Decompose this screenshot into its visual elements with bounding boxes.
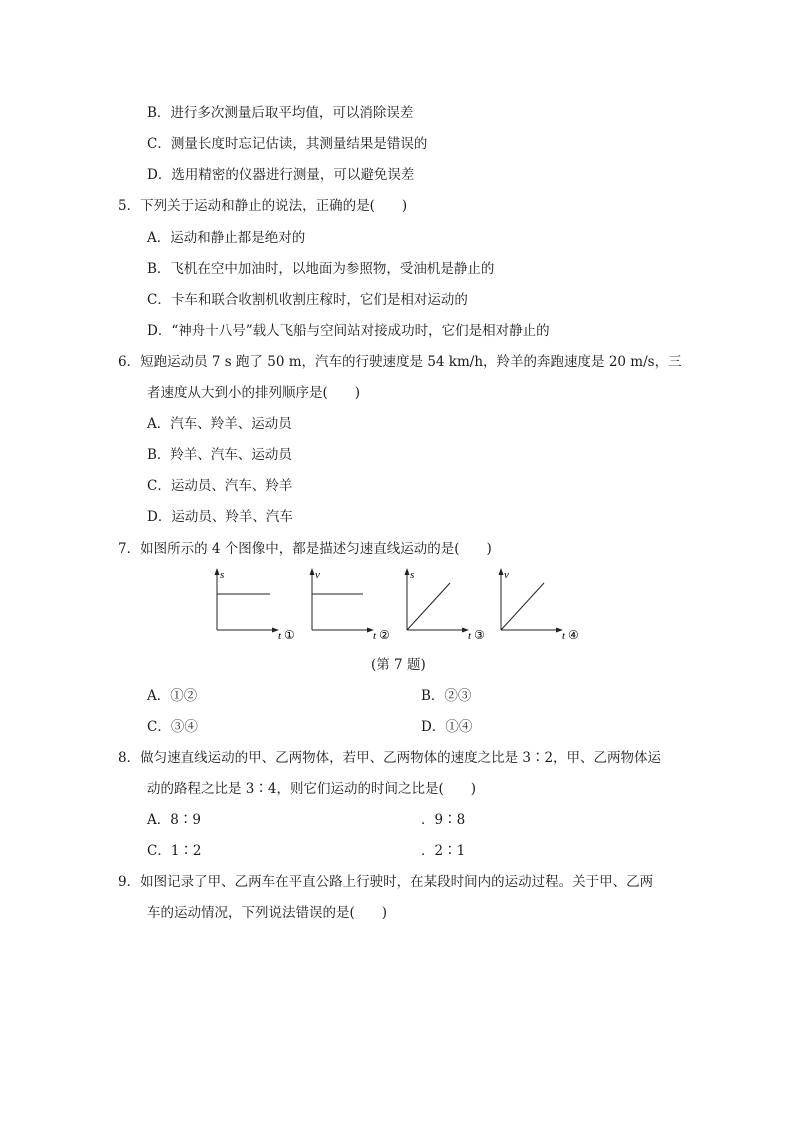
q5-option-d: D．“神舟十八号”载人飞船与空间站对接成功时，它们是相对静止的 <box>147 323 550 339</box>
q9-stem-line2: 车的运动情况，下列说法错误的是( ) <box>147 905 388 921</box>
y-axis-arrow-icon <box>215 568 220 575</box>
graph-2 <box>303 566 403 642</box>
q5-stem: 5．下列关于运动和静止的说法，正确的是( ) <box>118 198 408 214</box>
y-axis-arrow-icon <box>499 568 504 575</box>
q8-option-a: A．8∶9 <box>147 812 201 828</box>
graph-number: ④ <box>568 628 579 642</box>
q4-option-c: C．测量长度时忘记估读，其测量结果是错误的 <box>147 136 428 152</box>
q8-option-c: C．1∶2 <box>147 843 202 859</box>
x-axis-label: t <box>468 630 472 642</box>
q5-option-c: C．卡车和联合收割机收割庄稼时，它们是相对运动的 <box>147 292 468 308</box>
graph-4 <box>492 566 592 642</box>
q8-option-b: ．9∶8 <box>421 812 466 828</box>
graph-line <box>501 583 544 630</box>
q8-stem-line2: 动的路程之比是 3∶4，则它们运动的时间之比是( ) <box>147 781 477 797</box>
q9-stem-line1: 9．如图记录了甲、乙两车在平直公路上行驶时，在某段时间内的运动过程。关于甲、乙两 <box>118 874 654 890</box>
graph-3 <box>398 566 498 642</box>
q8-option-d: ．2∶1 <box>421 843 466 859</box>
y-axis-label: v <box>315 569 320 581</box>
q6-stem-line1: 6．短跑运动员 7 s 跑了 50 m，汽车的行驶速度是 54 km/h，羚羊的奔跑速度是 20 m/s，三 <box>118 354 682 370</box>
graph-line <box>407 583 450 630</box>
x-axis-label: t <box>278 630 282 642</box>
q6-option-b: B．羚羊、汽车、运动员 <box>147 447 292 463</box>
graph-number: ② <box>379 628 390 642</box>
q6-stem-line2: 者速度从大到小的排列顺序是( ) <box>147 385 361 401</box>
y-axis-arrow-icon <box>310 568 315 575</box>
q7-option-a: A．①② <box>147 688 198 704</box>
x-axis-label: t <box>562 630 566 642</box>
graph-number: ③ <box>474 628 485 642</box>
y-axis-label: v <box>504 569 509 581</box>
graph-1 <box>208 566 308 642</box>
q5-option-a: A．运动和静止都是绝对的 <box>147 230 306 246</box>
q7-option-b: B．②③ <box>421 688 472 704</box>
y-axis-label: s <box>410 569 415 581</box>
q6-option-d: D．运动员、羚羊、汽车 <box>147 509 293 525</box>
q7-option-d: D．①④ <box>421 719 473 735</box>
q4-option-d: D．选用精密的仪器进行测量，可以避免误差 <box>147 167 415 183</box>
y-axis-label: s <box>220 569 225 581</box>
q6-option-c: C．运动员、汽车、羚羊 <box>147 478 293 494</box>
x-axis-label: t <box>373 630 377 642</box>
graph-number: ① <box>284 628 295 642</box>
q6-option-a: A．汽车、羚羊、运动员 <box>147 416 292 432</box>
q7-option-c: C．③④ <box>147 719 198 735</box>
q4-option-b: B．进行多次测量后取平均值，可以消除误差 <box>147 105 414 121</box>
figure-caption: (第 7 题) <box>371 657 426 673</box>
q5-option-b: B．飞机在空中加油时，以地面为参照物，受油机是静止的 <box>147 261 495 277</box>
q8-stem-line1: 8．做匀速直线运动的甲、乙两物体，若甲、乙两物体的速度之比是 3∶2，甲、乙两物体运 <box>118 750 662 766</box>
q7-stem: 7．如图所示的 4 个图像中，都是描述匀速直线运动的是( ) <box>118 541 492 557</box>
y-axis-arrow-icon <box>405 568 410 575</box>
